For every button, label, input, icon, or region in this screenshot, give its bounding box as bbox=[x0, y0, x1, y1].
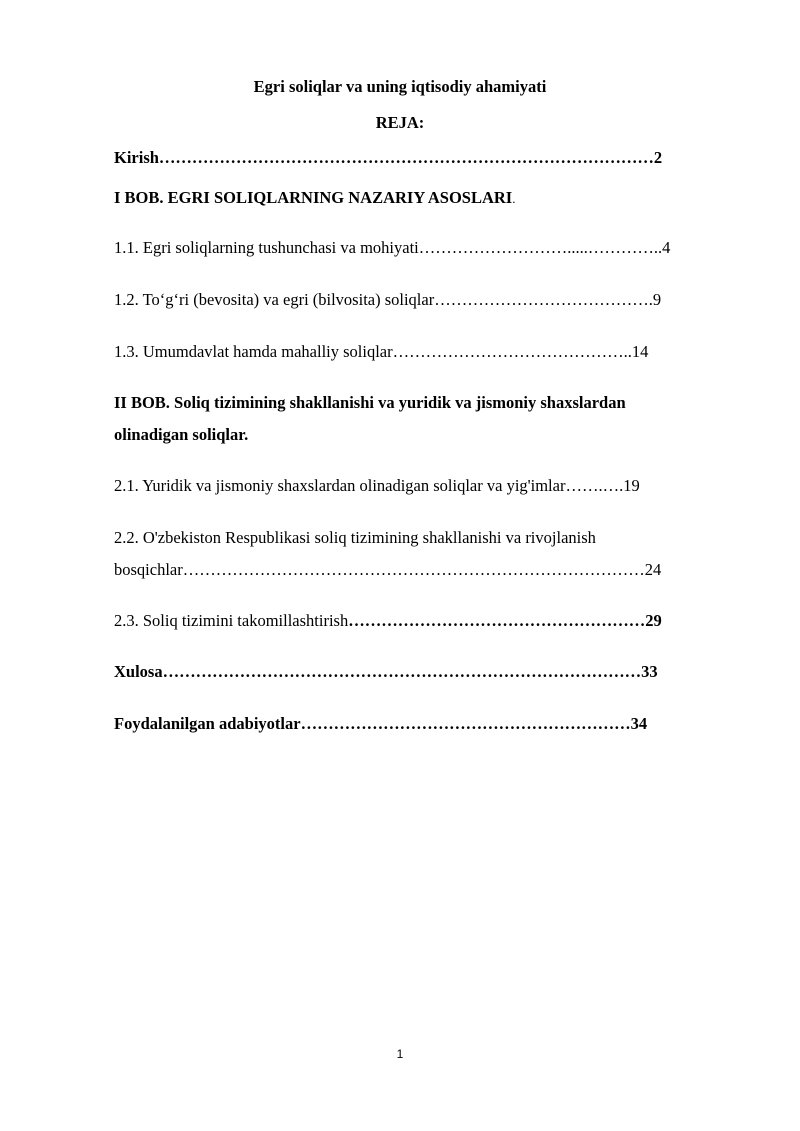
toc-chapter-2-line-1: II BOB. Soliq tizimining shakllanishi va yuridik va jismoniy shaxslardan bbox=[114, 393, 626, 412]
toc-chapter-2-line-2: olinadigan soliqlar. bbox=[114, 425, 249, 444]
toc-chapter-1 bbox=[114, 188, 515, 209]
toc-entry-1-1: 1.1. Egri soliqlarning tushunchasi va mohiyati……………………….....…………..4 bbox=[114, 238, 671, 257]
toc-entry-2-3-leader: ………………………………………………29 bbox=[348, 611, 662, 630]
toc-chapter-1-label: I BOB. EGRI SOLIQLARNING NAZARIY ASOSLARI bbox=[114, 188, 513, 207]
toc-entry-2-2-line-2: bosqichlar…………………………………………………………………………24 bbox=[114, 560, 662, 579]
toc-entry-2-3 bbox=[114, 611, 662, 631]
toc-entry-adabiyotlar: Foydalanilgan adabiyotlar……………………………………………………34 bbox=[114, 714, 648, 733]
toc-chapter-1-period: . bbox=[512, 191, 516, 206]
plan-heading: REJA: bbox=[375, 113, 425, 132]
toc-entry-xulosa: Xulosa……………………………………………………………………………33 bbox=[114, 662, 658, 681]
toc-entry-kirish: Kirish………………………………………………………………………………2 bbox=[114, 148, 663, 167]
document-title: Egri soliqlar va uning iqtisodiy ahamiyati bbox=[253, 77, 547, 96]
toc-entry-1-2: 1.2. To‘g‘ri (bevosita) va egri (bilvosita) soliqlar………………………………….9 bbox=[114, 290, 662, 309]
page-number: 1 bbox=[396, 1047, 404, 1061]
toc-entry-2-3-text: 2.3. Soliq tizimini takomillashtirish bbox=[114, 611, 349, 630]
toc-entry-2-2-line-1: 2.2. O'zbekiston Respublikasi soliq tizimining shakllanishi va rivojlanish bbox=[114, 528, 596, 547]
toc-entry-2-1: 2.1. Yuridik va jismoniy shaxslardan olinadigan soliqlar va yig'imlar…….….19 bbox=[114, 476, 640, 495]
toc-entry-1-3: 1.3. Umumdavlat hamda mahalliy soliqlar……………………………………..14 bbox=[114, 342, 649, 361]
